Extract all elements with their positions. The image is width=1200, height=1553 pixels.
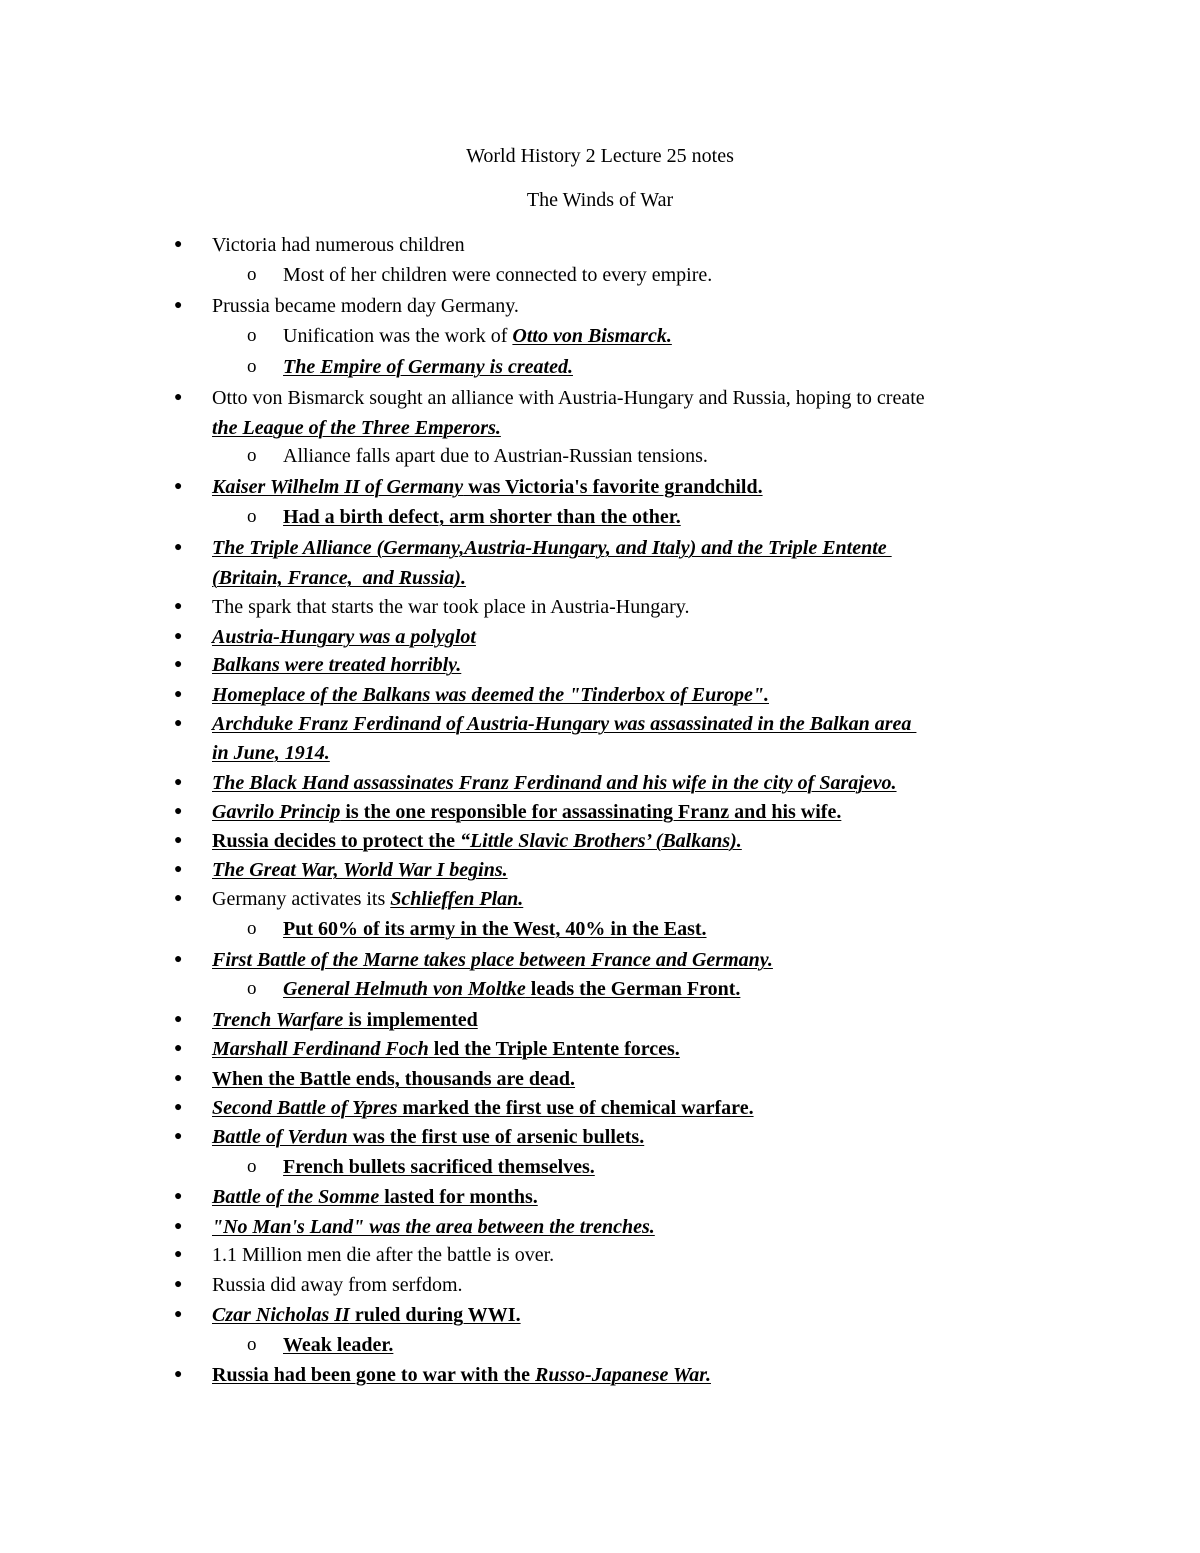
list-item xyxy=(0,799,1200,829)
item-text xyxy=(212,293,519,319)
text-segment: Archduke Franz Ferdinand of Austria-Hungary was assassinated in the Balkan area xyxy=(212,713,917,735)
sub-list-item xyxy=(0,354,1200,384)
item-text xyxy=(212,886,523,912)
list-item xyxy=(0,594,1200,624)
item-text xyxy=(283,1154,595,1180)
text-segment: Put 60% of its army in the West, 40% in the East. xyxy=(283,918,707,940)
item-text xyxy=(212,565,466,591)
text-segment: 1.1 Million men die after the battle is over. xyxy=(212,1244,555,1266)
item-text xyxy=(212,1214,655,1240)
text-segment: The Empire of Germany is created. xyxy=(283,356,573,378)
item-text xyxy=(212,535,892,561)
bullet-marker: ● xyxy=(174,687,183,702)
document-subtitle: The Winds of War xyxy=(526,189,674,211)
item-text xyxy=(212,682,769,708)
item-text xyxy=(212,828,742,854)
sub-bullet-marker: o xyxy=(247,978,257,999)
list-item xyxy=(0,886,1200,916)
item-text xyxy=(212,474,763,500)
text-segment: Unification was the work of xyxy=(283,325,513,347)
item-text xyxy=(212,652,461,678)
text-segment: Russia had been gone to war with the xyxy=(212,1364,535,1386)
item-text xyxy=(212,799,841,825)
list-item xyxy=(0,474,1200,504)
item-text xyxy=(212,1066,575,1092)
text-segment: led the Triple Entente forces. xyxy=(428,1038,680,1060)
item-text xyxy=(212,1007,478,1033)
list-item xyxy=(0,1036,1200,1066)
item-text xyxy=(212,1124,644,1150)
item-text xyxy=(283,354,573,380)
item-text xyxy=(212,711,916,737)
item-text xyxy=(212,740,330,766)
text-segment: The spark that starts the war took place in Austria-Hungary. xyxy=(212,596,690,618)
text-segment: Victoria had numerous children xyxy=(212,234,465,256)
list-item xyxy=(0,1362,1200,1392)
text-segment: Otto von Bismarck sought an alliance with Austria-Hungary and Russia, hoping to create xyxy=(212,387,925,409)
text-segment: Russia decides to protect the xyxy=(212,830,460,852)
list-item xyxy=(0,293,1200,323)
sub-bullet-marker: o xyxy=(247,506,257,527)
text-segment: Battle of the Somme xyxy=(212,1186,380,1208)
list-item xyxy=(0,1124,1200,1154)
text-segment: "No Man's Land" was the area between the trenches. xyxy=(212,1216,655,1238)
text-segment: lasted for months. xyxy=(379,1186,538,1208)
list-item xyxy=(0,828,1200,858)
bullet-marker: ● xyxy=(174,1012,183,1027)
item-text xyxy=(283,504,681,530)
bullet-marker: ● xyxy=(174,540,183,555)
list-item xyxy=(0,1095,1200,1125)
list-item xyxy=(0,682,1200,712)
bullet-marker: ● xyxy=(174,952,183,967)
item-text xyxy=(212,947,773,973)
list-item xyxy=(0,740,1200,770)
bullet-marker: ● xyxy=(174,629,183,644)
text-segment: General Helmuth von Moltke xyxy=(283,978,526,1000)
item-text xyxy=(212,770,897,796)
text-segment: Had a birth defect, arm shorter than the other. xyxy=(283,506,681,528)
text-segment: Balkans were treated horribly. xyxy=(212,654,462,676)
document-title: World History 2 Lecture 25 notes xyxy=(466,145,734,167)
item-text xyxy=(212,1184,538,1210)
sub-bullet-marker: o xyxy=(247,356,257,377)
list-item xyxy=(0,415,1200,445)
item-text xyxy=(212,1036,680,1062)
bullet-marker: ● xyxy=(174,1100,183,1115)
text-segment: Trench Warfare xyxy=(212,1009,344,1031)
bullet-marker: ● xyxy=(174,599,183,614)
text-segment: the League of the Three Emperors. xyxy=(212,417,501,439)
text-segment: is implemented xyxy=(343,1009,478,1031)
bullet-marker: ● xyxy=(174,1129,183,1144)
bullet-marker: ● xyxy=(174,1041,183,1056)
text-segment: Germany activates its xyxy=(212,888,391,910)
bullet-marker: ● xyxy=(174,775,183,790)
list-item xyxy=(0,624,1200,654)
item-text xyxy=(212,624,476,650)
sub-list-item xyxy=(0,262,1200,292)
bullet-marker: ● xyxy=(174,1367,183,1382)
bullet-marker: ● xyxy=(174,479,183,494)
text-segment: (Britain, France, and Russia). xyxy=(212,567,466,589)
item-text xyxy=(212,1242,554,1268)
bullet-marker: ● xyxy=(174,657,183,672)
text-segment: Russia did away from serfdom. xyxy=(212,1274,463,1296)
text-segment: Most of her children were connected to every empire. xyxy=(283,264,713,286)
sub-bullet-marker: o xyxy=(247,1334,257,1355)
text-segment: Prussia became modern day Germany. xyxy=(212,295,519,317)
bullet-marker: ● xyxy=(174,716,183,731)
list-item xyxy=(0,1272,1200,1302)
text-segment: The Great War, World War I begins. xyxy=(212,859,508,881)
sub-list-item xyxy=(0,1332,1200,1362)
text-segment: Alliance falls apart due to Austrian-Russian tensions. xyxy=(283,445,708,467)
bullet-marker: ● xyxy=(174,237,183,252)
bullet-marker: ● xyxy=(174,1277,183,1292)
sub-list-item xyxy=(0,323,1200,353)
bullet-marker: ● xyxy=(174,1071,183,1086)
text-segment: Schlieffen Plan. xyxy=(390,888,524,910)
bullet-marker: ● xyxy=(174,862,183,877)
bullet-marker: ● xyxy=(174,804,183,819)
item-text xyxy=(283,1332,393,1358)
item-text xyxy=(283,976,740,1002)
item-text xyxy=(212,1272,463,1298)
text-segment: was the first use of arsenic bullets. xyxy=(347,1126,645,1148)
text-segment: Marshall Ferdinand Foch xyxy=(212,1038,429,1060)
text-segment: Weak leader. xyxy=(283,1334,394,1356)
text-segment: Gavrilo Princip xyxy=(212,801,341,823)
item-text xyxy=(212,857,508,883)
bullet-marker: ● xyxy=(174,390,183,405)
list-item xyxy=(0,1184,1200,1214)
item-text xyxy=(212,1362,711,1388)
list-item xyxy=(0,535,1200,565)
list-item xyxy=(0,232,1200,262)
text-segment: Czar Nicholas II xyxy=(212,1304,350,1326)
text-segment: Russo-Japanese War. xyxy=(535,1364,711,1386)
text-segment: The Black Hand assassinates Franz Ferdinand and his wife in the city of Sarajevo. xyxy=(212,772,897,794)
bullet-marker: ● xyxy=(174,891,183,906)
list-item xyxy=(0,565,1200,595)
text-segment: Homeplace of the Balkans was deemed the "Tinderbox of Europe". xyxy=(212,684,769,706)
bullet-marker: ● xyxy=(174,1219,183,1234)
item-text xyxy=(212,415,501,441)
text-segment: Battle of Verdun xyxy=(212,1126,348,1148)
bullet-marker: ● xyxy=(174,1189,183,1204)
bullet-marker: ● xyxy=(174,1307,183,1322)
text-segment: The Triple Alliance (Germany,Austria-Hungary, and Italy) and the Triple Entente xyxy=(212,537,892,559)
sub-bullet-marker: o xyxy=(247,325,257,346)
item-text xyxy=(212,385,925,411)
sub-list-item xyxy=(0,443,1200,473)
sub-bullet-marker: o xyxy=(247,918,257,939)
list-item xyxy=(0,1066,1200,1096)
text-segment: leads the German Front. xyxy=(525,978,741,1000)
text-segment: When the Battle ends, thousands are dead. xyxy=(212,1068,576,1090)
list-item xyxy=(0,857,1200,887)
list-item xyxy=(0,1214,1200,1244)
text-segment: ruled during WWI. xyxy=(349,1304,521,1326)
bullet-marker: ● xyxy=(174,1247,183,1262)
item-text xyxy=(212,594,689,620)
list-item xyxy=(0,770,1200,800)
sub-bullet-marker: o xyxy=(247,1156,257,1177)
item-text xyxy=(212,232,465,258)
text-segment: Austria-Hungary was a polyglot xyxy=(212,626,476,648)
list-item xyxy=(0,652,1200,682)
list-item xyxy=(0,385,1200,415)
item-text xyxy=(212,1302,521,1328)
sub-list-item xyxy=(0,1154,1200,1184)
bullet-marker: ● xyxy=(174,833,183,848)
text-segment: “Little Slavic Brothers’ (Balkans). xyxy=(459,830,742,852)
bullet-marker: ● xyxy=(174,298,183,313)
text-segment: Second Battle of Ypres xyxy=(212,1097,398,1119)
item-text xyxy=(283,262,712,288)
sub-list-item xyxy=(0,976,1200,1006)
item-text xyxy=(212,1095,754,1121)
list-item xyxy=(0,1007,1200,1037)
sub-bullet-marker: o xyxy=(247,445,257,466)
text-segment: Kaiser Wilhelm II of Germany xyxy=(212,476,464,498)
text-segment: was Victoria's favorite grandchild. xyxy=(463,476,763,498)
text-segment: marked the first use of chemical warfare. xyxy=(397,1097,754,1119)
list-item xyxy=(0,711,1200,741)
list-item xyxy=(0,947,1200,977)
sub-list-item xyxy=(0,916,1200,946)
sub-bullet-marker: o xyxy=(247,264,257,285)
list-item xyxy=(0,1242,1200,1272)
item-text xyxy=(283,323,672,349)
text-segment: in June, 1914. xyxy=(212,742,330,764)
text-segment: is the one responsible for assassinating Franz and his wife. xyxy=(340,801,842,823)
text-segment: French bullets sacrificed themselves. xyxy=(283,1156,595,1178)
sub-list-item xyxy=(0,504,1200,534)
text-segment: First Battle of the Marne takes place between France and Germany. xyxy=(212,949,773,971)
list-item xyxy=(0,1302,1200,1332)
text-segment: Otto von Bismarck. xyxy=(512,325,672,347)
item-text xyxy=(283,916,707,942)
item-text xyxy=(283,443,708,469)
